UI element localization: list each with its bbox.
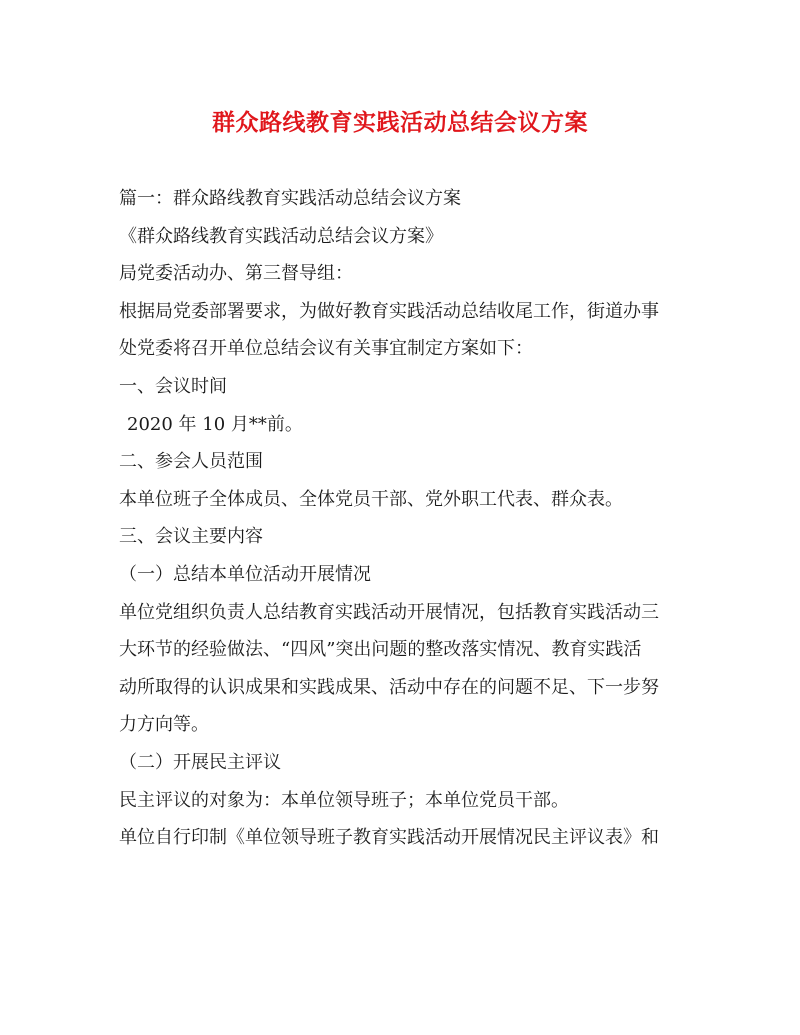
document-body [119, 180, 685, 857]
section-heading-attendees: 二、参会人员范围 [119, 451, 263, 473]
meeting-date: 2020 年 10 月**前。 [127, 413, 303, 435]
paragraph-line-17: 民主评议的对象为：本单位领导班子；本单位党员干部。 [119, 789, 569, 811]
paragraph-line-15: 力方向等。 [119, 714, 209, 736]
section-heading-meeting-time: 一、会议时间 [119, 375, 227, 397]
document-title: 群众路线教育实践活动总结会议方案 [212, 109, 588, 136]
paragraph-line-13: 大环节的经验做法、“四风”突出问题的整改落实情况、教育实践活 [119, 639, 642, 661]
subsection-heading-summary: （一）总结本单位活动开展情况 [119, 563, 371, 585]
attendees-text: 本单位班子全体成员、全体党员干部、党外职工代表、群众表。 [119, 488, 623, 510]
paragraph-line-4: 根据局党委部署要求，为做好教育实践活动总结收尾工作，街道办事 [119, 300, 659, 322]
section-heading-main-content: 三、会议主要内容 [119, 526, 263, 548]
paragraph-line-1: 篇一：群众路线教育实践活动总结会议方案 [119, 188, 461, 209]
paragraph-line-3: 局党委活动办、第三督导组： [119, 263, 353, 285]
paragraph-line-14: 动所取得的认识成果和实践成果、活动中存在的问题不足、下一步努 [119, 676, 659, 698]
paragraph-line-2: 《群众路线教育实践活动总结会议方案》 [119, 225, 443, 247]
paragraph-line-12: 单位党组织负责人总结教育实践活动开展情况，包括教育实践活动三 [119, 601, 659, 623]
paragraph-line-18: 单位自行印制《单位领导班子教育实践活动开展情况民主评议表》和 [119, 827, 659, 849]
subsection-heading-evaluation: （二）开展民主评议 [119, 751, 281, 773]
paragraph-line-5: 处党委将召开单位总结会议有关事宜制定方案如下： [119, 338, 533, 360]
